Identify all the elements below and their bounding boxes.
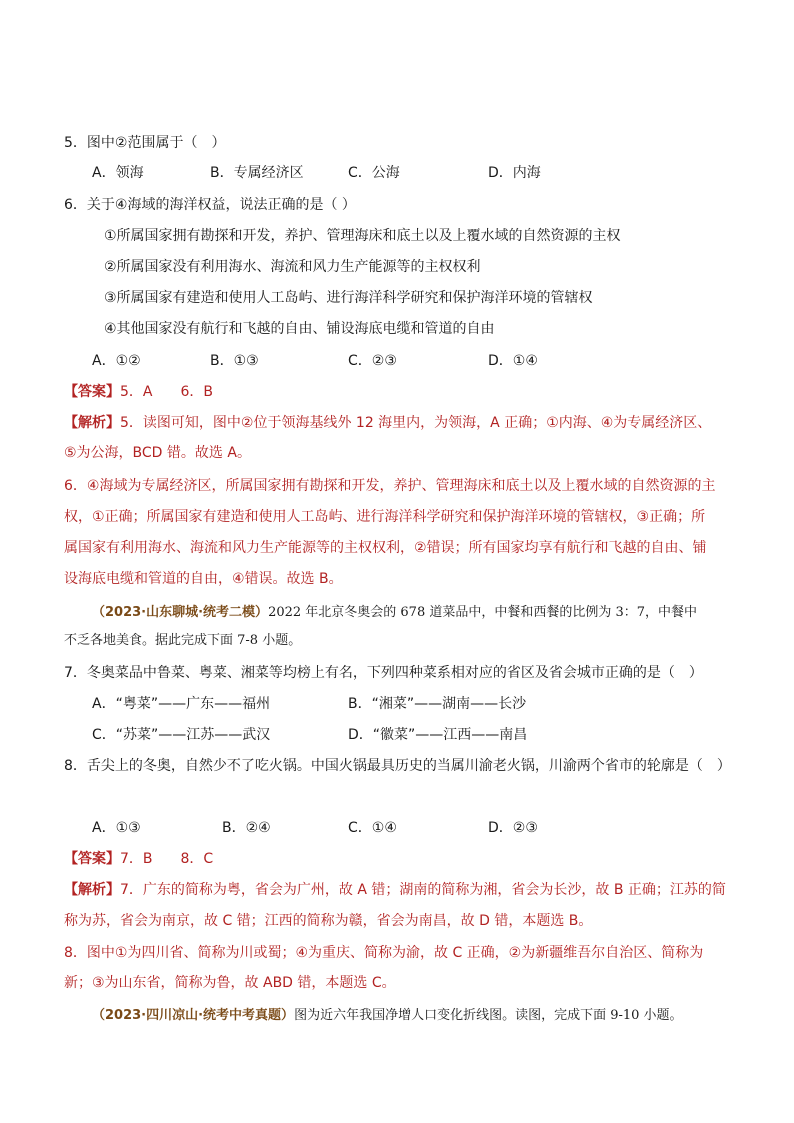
analysis-label: 【解析】 [64, 882, 120, 898]
q8-option-d: D．②③ [488, 820, 538, 836]
q7-stem: 7．冬奥菜品中鲁菜、粤菜、湘菜等均榜上有名，下列四种菜系相对应的省区及省会城市正确的是（ ） [64, 665, 703, 681]
analysis-line: 新；③为山东省，简称为鲁，故 ABD 错，本题选 C。 [64, 975, 396, 991]
analysis-line: 设海底电缆和管道的自由，④错误。故选 B。 [64, 571, 343, 587]
source-tag: （2023·四川凉山·统考中考真题） [92, 1008, 295, 1023]
q5-stem: 5．图中②范围属于（ ） [64, 135, 226, 151]
source-tag: （2023·山东聊城·统考二模） [92, 605, 269, 620]
answer-block-1 [64, 382, 213, 402]
passage-intro [92, 602, 697, 623]
analysis-line: 5．读图可知，图中②位于领海基线外 12 海里内，为领海，A 正确；①内海、④为专属经济区、 [120, 415, 712, 431]
passage-intro [92, 1005, 683, 1026]
q6-option-c: C．②③ [348, 353, 397, 369]
q7-option-c: C．“苏菜”——江苏——武汉 [92, 727, 271, 743]
q7-option-d: D．“徽菜”——江西——南昌 [348, 727, 528, 743]
answer-text: 7．B 8．C [120, 851, 214, 867]
q6-option-d: D．①④ [488, 353, 538, 369]
q6-option-b: B．①③ [210, 353, 259, 369]
analysis-line: 属国家有利用海水、海流和风力生产能源等的主权权利，②错误；所有国家均享有航行和飞越的自由、铺 [64, 540, 707, 556]
analysis-line: 称为苏，省会为南京，故 C 错；江西的简称为赣，省会为南昌，故 D 错，本题选 B。 [64, 913, 593, 929]
q5-option-b: B．专属经济区 [210, 165, 304, 181]
analysis-line: 权，①正确；所属国家有建造和使用人工岛屿、进行海洋科学研究和保护海洋环境的管辖权，③正确；所 [64, 509, 706, 525]
analysis-block-2 [64, 880, 726, 900]
q6-statement-2: ②所属国家没有利用海水、海流和风力生产能源等的主权权利 [104, 259, 481, 275]
q7-option-a: A．“粤菜”——广东——福州 [92, 696, 271, 712]
q6-statement-4: ④其他国家没有航行和飞越的自由、铺设海底电缆和管道的自由 [104, 321, 495, 337]
q8-option-a: A．①③ [92, 820, 141, 836]
analysis-line: 8．图中①为四川省、简称为川或蜀；④为重庆、简称为渝，故 C 正确，②为新疆维吾尔自治区、简称为 [64, 945, 704, 961]
q5-option-d: D．内海 [488, 165, 541, 181]
analysis-label: 【解析】 [64, 415, 120, 431]
passage-text: 2022 年北京冬奥会的 678 道菜品中，中餐和西餐的比例为 3：7，中餐中 [268, 605, 698, 620]
q6-option-a: A．①② [92, 353, 141, 369]
answer-label: 【答案】 [64, 384, 120, 400]
q5-option-a: A．领海 [92, 165, 144, 181]
passage-text: 图为近六年我国净增人口变化折线图。读图，完成下面 9-10 小题。 [294, 1008, 683, 1023]
analysis-block-1 [64, 413, 711, 433]
analysis-line: 6．④海域为专属经济区，所属国家拥有勘探和开发，养护、管理海床和底土以及上覆水域的自然资源的主 [64, 478, 716, 494]
answer-label: 【答案】 [64, 851, 120, 867]
passage-text: 不乏各地美食。据此完成下面 7-8 小题。 [64, 633, 302, 648]
q8-option-b: B．②④ [222, 820, 271, 836]
analysis-line: ⑤为公海，BCD 错。故选 A。 [64, 445, 251, 461]
q5-option-c: C．公海 [348, 165, 400, 181]
q6-stem: 6．关于④海域的海洋权益，说法正确的是（ ） [64, 197, 356, 213]
q6-statement-1: ①所属国家拥有勘探和开发，养护、管理海床和底土以及上覆水域的自然资源的主权 [104, 228, 621, 244]
q8-stem: 8．舌尖上的冬奥，自然少不了吃火锅。中国火锅最具历史的当属川渝老火锅，川渝两个省市的轮廓是（ ） [64, 758, 731, 774]
q6-statement-3: ③所属国家有建造和使用人工岛屿、进行海洋科学研究和保护海洋环境的管辖权 [104, 290, 593, 306]
analysis-line: 7．广东的简称为粤，省会为广州，故 A 错；湖南的简称为湘，省会为长沙，故 B 正确；江苏的简 [120, 882, 726, 898]
q7-option-b: B．“湘菜”——湖南——长沙 [348, 696, 527, 712]
q8-option-c: C．①④ [348, 820, 397, 836]
answer-block-2 [64, 849, 213, 869]
answer-text: 5．A 6．B [120, 384, 213, 400]
